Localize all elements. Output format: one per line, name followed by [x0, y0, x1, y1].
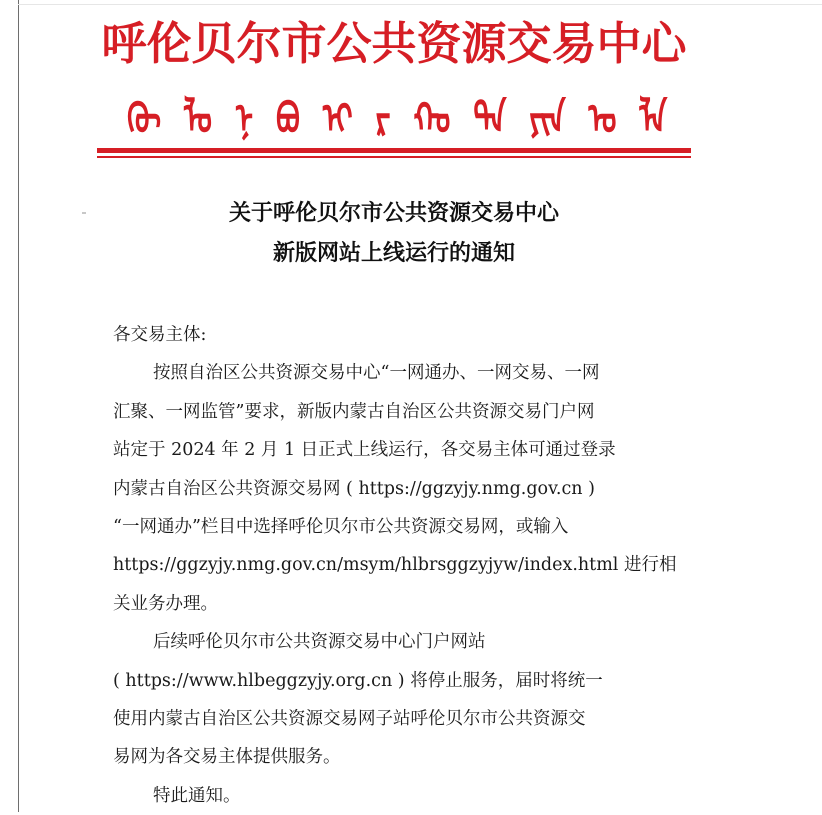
letterhead-rule-thin	[97, 156, 691, 158]
scan-artifact	[82, 212, 86, 214]
notice-body	[113, 316, 683, 815]
paragraph-1-line: “一网通办”栏目中选择呼伦贝尔市公共资源交易网，或输入	[113, 516, 569, 537]
mongolian-word: ᠨ	[234, 94, 254, 144]
mongolian-word: ᠯᠠ	[639, 94, 667, 144]
page-left-border	[18, 0, 19, 812]
paragraph-1-line: 按照自治区公共资源交易中心“一网通办、一网交易、一网	[153, 363, 600, 384]
paragraph-2-line: 易网为各交易主体提供服务。	[113, 747, 341, 768]
paragraph-1-line: 关业务办理。	[113, 593, 218, 614]
paragraph-2-line: ( https://www.hlbeggzyjy.org.cn ) 将停止服务，届时将统一	[113, 670, 603, 691]
paragraph-2-line: 后续呼伦贝尔市公共资源交易中心门户网站	[153, 632, 486, 653]
mongolian-word: ᠬᠣ	[413, 94, 451, 144]
mongolian-script-row	[127, 86, 667, 144]
paragraph-2-line: 使用内蒙古自治区公共资源交易网子站呼伦贝尔市公共资源交	[113, 708, 586, 729]
notice-title	[97, 194, 691, 274]
mongolian-word: ᠣ	[588, 94, 617, 144]
paragraph-1-line: https://ggzyjy.nmg.gov.cn/msym/hlbrsggzyjyw/index.html 进行相	[113, 555, 677, 576]
mongolian-word: ᠯᠤ	[184, 94, 212, 144]
mongolian-word: ᠶᠢᠨ	[529, 94, 566, 144]
salutation: 各交易主体:	[113, 325, 207, 345]
mongolian-word: ᠬᠥ	[127, 94, 162, 144]
paragraph-1-line: 内蒙古自治区公共资源交易网 ( https://ggzyjy.nmg.gov.cn )	[113, 478, 595, 499]
mongolian-word: ᠪᠤ	[276, 94, 300, 144]
title-line-1: 关于呼伦贝尔市公共资源交易中心	[228, 201, 559, 226]
mongolian-word: ᠢ	[322, 94, 353, 144]
page-top-border	[18, 4, 822, 5]
paragraph-1-line: 汇聚、一网监管”要求，新版内蒙古自治区公共资源交易门户网	[113, 401, 595, 422]
paragraph-1-line: 站定于 2024 年 2 月 1 日正式上线运行，各交易主体可通过登录	[113, 440, 616, 461]
mongolian-word: ᠲᠠ	[473, 94, 507, 144]
title-line-2: 新版网站上线运行的通知	[272, 241, 515, 266]
closing-line: 特此通知。	[153, 785, 241, 806]
mongolian-word: ᠷ	[375, 94, 391, 144]
org-name-heading: 呼伦贝尔市公共资源交易中心	[101, 17, 687, 70]
letterhead	[97, 14, 691, 144]
letterhead-rule-thick	[97, 148, 691, 153]
